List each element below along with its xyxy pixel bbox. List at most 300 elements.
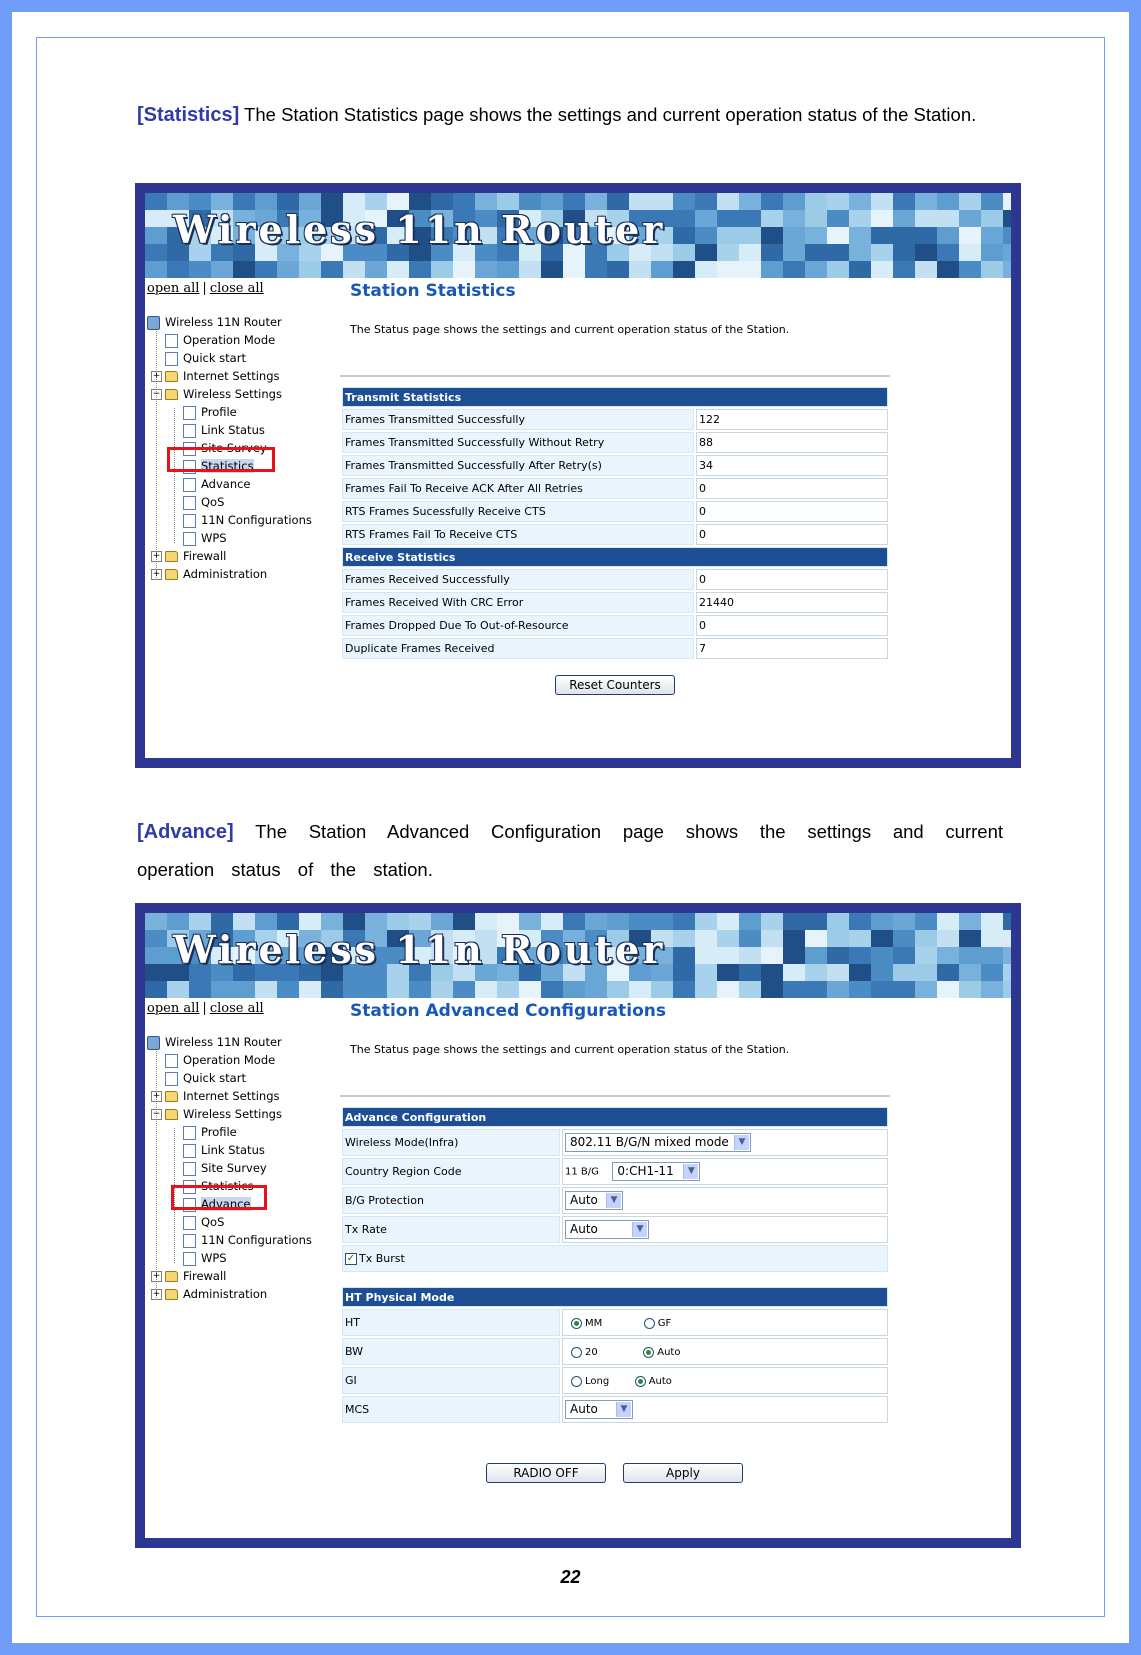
- page-icon: [183, 1144, 196, 1158]
- mosaic-tile: [651, 261, 673, 278]
- mosaic-tile: [915, 244, 937, 261]
- mosaic-tile: [541, 981, 563, 998]
- expand-icon[interactable]: +: [152, 551, 161, 561]
- tree-item-administration[interactable]: + Administration: [152, 1287, 268, 1301]
- tree-item-quick-start[interactable]: Quick start: [165, 1069, 246, 1088]
- mosaic-tile: [189, 261, 211, 278]
- mosaic-tile: [673, 981, 695, 998]
- page-icon: [183, 1234, 196, 1248]
- transmit-stat-label: RTS Frames Sucessfully Receive CTS: [342, 501, 694, 522]
- mosaic-tile: [189, 981, 211, 998]
- mosaic-tile: [893, 261, 915, 278]
- mosaic-tile: [849, 913, 871, 930]
- mosaic-tile: [739, 193, 761, 210]
- mosaic-tile: [167, 981, 189, 998]
- page-title: Station Advanced Configurations: [350, 1001, 667, 1021]
- transmit-stat-row: [342, 432, 888, 453]
- mosaic-tile: [717, 930, 739, 947]
- transmit-stat-row: [342, 478, 888, 499]
- advance-text: The Station Advanced Configuration page shows the settings and current operation status of the station.: [137, 821, 1003, 880]
- mosaic-tile: [321, 981, 343, 998]
- mosaic-tile: [959, 930, 981, 947]
- mosaic-tile: [673, 227, 695, 244]
- tree-item-wps[interactable]: WPS: [183, 529, 227, 548]
- mosaic-tile: [167, 261, 189, 278]
- ht-mm-radio[interactable]: [571, 1318, 582, 1329]
- mosaic-tile: [915, 193, 937, 210]
- mosaic-tile: [849, 930, 871, 947]
- page-icon: [183, 1216, 196, 1230]
- mosaic-tile: [1003, 913, 1011, 930]
- close-all-link[interactable]: close all: [209, 281, 264, 296]
- mosaic-tile: [695, 964, 717, 981]
- transmit-stat-value: 122: [696, 409, 888, 430]
- mosaic-tile: [277, 981, 299, 998]
- wireless-mode-select[interactable]: 802.11 B/G/N mixed mode ▼: [565, 1133, 751, 1152]
- page-icon: [183, 1252, 196, 1266]
- mosaic-tile: [827, 930, 849, 947]
- mosaic-tile: [519, 261, 541, 278]
- page-icon: [165, 334, 178, 348]
- tree-item-operation-mode[interactable]: Operation Mode: [165, 1051, 275, 1070]
- mosaic-tile: [871, 193, 893, 210]
- tree-item-11n-configurations[interactable]: 11N Configurations: [183, 1231, 312, 1250]
- tree-item-operation-mode[interactable]: Operation Mode: [165, 331, 275, 350]
- open-all-link[interactable]: open all: [147, 1001, 200, 1016]
- mosaic-tile: [805, 193, 827, 210]
- page-description: The Status page shows the settings and current operation status of the Station.: [350, 323, 790, 336]
- page-icon: [183, 406, 196, 420]
- transmit-stat-value: 0: [696, 478, 888, 499]
- mosaic-tile: [387, 261, 409, 278]
- mosaic-tile: [893, 210, 915, 227]
- mosaic-tile: [673, 930, 695, 947]
- mosaic-tile: [739, 913, 761, 930]
- mosaic-tile: [739, 947, 761, 964]
- open-folder-icon: [165, 1109, 178, 1120]
- apply-button[interactable]: Apply: [623, 1463, 743, 1483]
- receive-stat-label: Frames Dropped Due To Out-of-Resource: [342, 615, 694, 636]
- mosaic-tile: [827, 947, 849, 964]
- receive-stat-value: 0: [696, 615, 888, 636]
- mosaic-tile: [717, 227, 739, 244]
- mosaic-tile: [145, 210, 167, 227]
- mosaic-tile: [827, 193, 849, 210]
- mosaic-tile: [1003, 193, 1011, 210]
- mosaic-tile: [673, 947, 695, 964]
- mosaic-tile: [805, 930, 827, 947]
- mosaic-tile: [145, 930, 167, 947]
- folder-icon: [165, 1289, 178, 1300]
- mosaic-tile: [739, 261, 761, 278]
- mosaic-tile: [497, 981, 519, 998]
- mosaic-tile: [607, 981, 629, 998]
- router-icon: [147, 316, 160, 330]
- mosaic-tile: [937, 193, 959, 210]
- mosaic-tile: [475, 981, 497, 998]
- mosaic-tile: [695, 244, 717, 261]
- tree-item-site-survey[interactable]: Site Survey: [183, 1159, 267, 1178]
- gi-long-radio[interactable]: [571, 1376, 582, 1387]
- tree-item-profile[interactable]: Profile: [183, 1123, 237, 1142]
- mosaic-tile: [1003, 244, 1011, 261]
- bg-protection-label: B/G Protection: [342, 1187, 560, 1214]
- transmit-stat-row: [342, 455, 888, 476]
- mosaic-tile: [541, 261, 563, 278]
- mosaic-tile: [629, 261, 651, 278]
- folder-icon: [165, 1271, 178, 1282]
- mosaic-tile: [695, 210, 717, 227]
- mosaic-tile: [937, 947, 959, 964]
- tree-item-wireless-settings[interactable]: − Wireless Settings: [152, 1107, 282, 1121]
- country-band-label: 11 B/G: [565, 1166, 599, 1178]
- mosaic-tile: [695, 913, 717, 930]
- receive-statistics-header: Receive Statistics: [342, 547, 888, 567]
- mosaic-tile: [431, 261, 453, 278]
- expand-icon[interactable]: +: [152, 1289, 161, 1299]
- mosaic-tile: [849, 227, 871, 244]
- tree-item-internet-settings[interactable]: + Internet Settings: [152, 369, 280, 383]
- mosaic-tile: [981, 981, 1003, 998]
- router-icon: [147, 1036, 160, 1050]
- tree-item-statistics[interactable]: Statistics: [183, 457, 254, 476]
- wireless-mode-label: Wireless Mode(Infra): [342, 1129, 560, 1156]
- tx-rate-select[interactable]: Auto ▼: [565, 1220, 649, 1239]
- mosaic-tile: [981, 210, 1003, 227]
- mosaic-tile: [871, 244, 893, 261]
- receive-stat-row: [342, 615, 888, 636]
- tree-item-wireless-settings[interactable]: − Wireless Settings: [152, 387, 282, 401]
- tree-item-profile[interactable]: Profile: [183, 403, 237, 422]
- country-region-cell: [562, 1158, 888, 1185]
- page-number: 22: [560, 1567, 581, 1587]
- mosaic-tile: [673, 210, 695, 227]
- bw-20-radio[interactable]: [571, 1347, 582, 1358]
- mosaic-tile: [673, 244, 695, 261]
- mosaic-tile: [783, 930, 805, 947]
- transmit-stat-value: 34: [696, 455, 888, 476]
- mosaic-tile: [145, 947, 167, 964]
- radio-off-button[interactable]: RADIO OFF: [486, 1463, 606, 1483]
- bw-cell: 20 Auto: [562, 1338, 888, 1365]
- mosaic-tile: [893, 964, 915, 981]
- expand-icon[interactable]: +: [152, 1091, 161, 1101]
- mosaic-tile: [981, 964, 1003, 981]
- mosaic-tile: [233, 981, 255, 998]
- mosaic-tile: [849, 947, 871, 964]
- mosaic-tile: [673, 913, 695, 930]
- banner-title: Wireless 11n Router: [173, 927, 666, 972]
- mosaic-tile: [893, 981, 915, 998]
- advance-tag: [Advance]: [137, 821, 234, 843]
- mosaic-tile: [475, 261, 497, 278]
- mosaic-tile: [827, 981, 849, 998]
- tx-burst-checkbox[interactable]: ✓: [346, 1253, 356, 1264]
- mosaic-tile: [607, 261, 629, 278]
- mosaic-tile: [805, 261, 827, 278]
- mosaic-tile: [761, 210, 783, 227]
- transmit-statistics-header: Transmit Statistics: [342, 387, 888, 407]
- mosaic-tile: [783, 913, 805, 930]
- mosaic-tile: [937, 981, 959, 998]
- mosaic-tile: [761, 913, 783, 930]
- statistics-text: The Station Statistics page shows the settings and current operation status of the Station.: [239, 104, 977, 125]
- expand-icon[interactable]: +: [152, 569, 161, 579]
- mosaic-tile: [959, 913, 981, 930]
- tree-item-administration[interactable]: + Administration: [152, 567, 268, 581]
- mosaic-tile: [585, 261, 607, 278]
- mosaic-tile: [981, 193, 1003, 210]
- receive-stat-label: Frames Received Successfully: [342, 569, 694, 590]
- transmit-stat-value: 88: [696, 432, 888, 453]
- advance-screenshot: [135, 903, 1021, 1548]
- mosaic-tile: [893, 244, 915, 261]
- tx-rate-label: Tx Rate: [342, 1216, 560, 1243]
- mosaic-tile: [783, 261, 805, 278]
- mosaic-tile: [145, 261, 167, 278]
- collapse-icon[interactable]: −: [152, 1109, 161, 1119]
- page-icon: [183, 1126, 196, 1140]
- mosaic-tile: [893, 227, 915, 244]
- expand-icon[interactable]: +: [152, 1271, 161, 1281]
- mosaic-tile: [1003, 981, 1011, 998]
- banner: [145, 913, 1011, 998]
- gi-auto-radio[interactable]: [635, 1376, 646, 1387]
- link-separator: |: [202, 281, 207, 296]
- mosaic-tile: [959, 227, 981, 244]
- mosaic-tile: [981, 930, 1003, 947]
- ht-gf-radio[interactable]: [644, 1318, 655, 1329]
- tree-item-11n-configurations[interactable]: 11N Configurations: [183, 511, 312, 530]
- receive-stat-row: [342, 638, 888, 659]
- mosaic-tile: [1003, 947, 1011, 964]
- mosaic-tile: [761, 930, 783, 947]
- statistics-paragraph: [137, 96, 1003, 134]
- advance-highlight-box: [171, 1185, 267, 1210]
- statistics-screenshot: [135, 183, 1021, 768]
- tx-burst-label: Tx Burst: [359, 1252, 405, 1265]
- tree-item-quick-start[interactable]: Quick start: [165, 349, 246, 368]
- mosaic-tile: [783, 244, 805, 261]
- mosaic-tile: [145, 981, 167, 998]
- close-all-link[interactable]: close all: [209, 1001, 264, 1016]
- mosaic-tile: [761, 981, 783, 998]
- tree-line: [156, 328, 157, 578]
- mosaic-tile: [805, 981, 827, 998]
- mosaic-tile: [695, 193, 717, 210]
- tree-item-internet-settings[interactable]: + Internet Settings: [152, 1089, 280, 1103]
- mosaic-tile: [849, 261, 871, 278]
- mosaic-tile: [695, 981, 717, 998]
- mosaic-tile: [937, 227, 959, 244]
- mosaic-tile: [211, 261, 233, 278]
- receive-stat-value: 21440: [696, 592, 888, 613]
- tree-item-site-survey[interactable]: Site Survey: [183, 439, 267, 458]
- mosaic-tile: [717, 193, 739, 210]
- receive-stat-row: [342, 592, 888, 613]
- link-separator: |: [202, 1001, 207, 1016]
- mosaic-tile: [915, 981, 937, 998]
- bw-auto-radio[interactable]: [643, 1347, 654, 1358]
- page-icon: [183, 478, 196, 492]
- mosaic-tile: [343, 261, 365, 278]
- transmit-stat-label: RTS Frames Fail To Receive CTS: [342, 524, 694, 545]
- tree-item-root[interactable]: Wireless 11N Router: [147, 1033, 282, 1052]
- mosaic-tile: [937, 964, 959, 981]
- mosaic-tile: [915, 947, 937, 964]
- mcs-label: MCS: [342, 1396, 560, 1423]
- mosaic-tile: [827, 964, 849, 981]
- mosaic-tile: [981, 227, 1003, 244]
- mosaic-tile: [717, 244, 739, 261]
- mosaic-tile: [739, 930, 761, 947]
- mosaic-tile: [453, 981, 475, 998]
- mcs-cell: [562, 1396, 888, 1423]
- mosaic-tile: [145, 913, 167, 930]
- mosaic-tile: [563, 261, 585, 278]
- mosaic-tile: [849, 981, 871, 998]
- mosaic-tile: [783, 227, 805, 244]
- mosaic-tile: [937, 244, 959, 261]
- mosaic-tile: [343, 981, 365, 998]
- tree-item-link-status[interactable]: Link Status: [183, 421, 265, 440]
- mosaic-tile: [915, 930, 937, 947]
- tree-line: [156, 1048, 157, 1298]
- tree-item-advance[interactable]: Advance: [183, 475, 251, 494]
- mosaic-tile: [277, 261, 299, 278]
- transmit-stat-value: 0: [696, 501, 888, 522]
- transmit-stat-row: [342, 524, 888, 545]
- statistics-table: [340, 385, 890, 661]
- tree-links: [147, 281, 264, 296]
- mosaic-tile: [1003, 227, 1011, 244]
- tree-item-link-status[interactable]: Link Status: [183, 1141, 265, 1160]
- transmit-stat-value: 0: [696, 524, 888, 545]
- mosaic-tile: [959, 193, 981, 210]
- bw-label: BW: [342, 1338, 560, 1365]
- chevron-down-icon: ▼: [632, 1222, 647, 1237]
- bg-protection-cell: [562, 1187, 888, 1214]
- ht-physical-mode-table: [340, 1285, 890, 1425]
- mosaic-tile: [959, 244, 981, 261]
- mosaic-tile: [805, 964, 827, 981]
- transmit-stat-label: Frames Transmitted Successfully After Retry(s): [342, 455, 694, 476]
- mosaic-tile: [981, 261, 1003, 278]
- mosaic-tile: [849, 210, 871, 227]
- page-title: Station Statistics: [350, 281, 516, 301]
- bg-protection-select[interactable]: Auto ▼: [565, 1191, 623, 1210]
- mosaic-tile: [1003, 930, 1011, 947]
- mosaic-tile: [783, 193, 805, 210]
- transmit-stat-label: Frames Transmitted Successfully: [342, 409, 694, 430]
- statistics-highlight-box: [167, 447, 275, 472]
- page-icon: [183, 514, 196, 528]
- mosaic-tile: [915, 210, 937, 227]
- mosaic-tile: [827, 244, 849, 261]
- receive-stat-value: 7: [696, 638, 888, 659]
- mosaic-tile: [805, 227, 827, 244]
- chevron-down-icon: ▼: [734, 1135, 749, 1150]
- mosaic-tile: [739, 981, 761, 998]
- mosaic-tile: [959, 261, 981, 278]
- mosaic-tile: [739, 244, 761, 261]
- advance-config-header: Advance Configuration: [342, 1107, 888, 1127]
- expand-icon[interactable]: +: [152, 371, 161, 381]
- mosaic-tile: [849, 244, 871, 261]
- receive-stat-value: 0: [696, 569, 888, 590]
- mosaic-tile: [761, 947, 783, 964]
- chevron-down-icon: ▼: [616, 1402, 631, 1417]
- page-icon: [183, 424, 196, 438]
- country-region-select[interactable]: 0:CH1-11 ▼: [612, 1162, 700, 1181]
- mosaic-tile: [871, 964, 893, 981]
- tree-item-firewall[interactable]: + Firewall: [152, 1269, 227, 1283]
- wireless-mode-cell: [562, 1129, 888, 1156]
- page-icon: [165, 352, 178, 366]
- mosaic-tile: [783, 947, 805, 964]
- mosaic-tile: [673, 193, 695, 210]
- open-folder-icon: [165, 389, 178, 400]
- mosaic-tile: [871, 930, 893, 947]
- statistics-tag: [Statistics]: [137, 104, 240, 126]
- mosaic-tile: [827, 913, 849, 930]
- mosaic-tile: [431, 981, 453, 998]
- mosaic-tile: [981, 913, 1003, 930]
- tree-item-firewall[interactable]: + Firewall: [152, 549, 227, 563]
- mosaic-tile: [739, 210, 761, 227]
- mosaic-tile: [937, 930, 959, 947]
- tree-item-advance[interactable]: Advance: [183, 1195, 251, 1214]
- mosaic-tile: [871, 981, 893, 998]
- collapse-icon[interactable]: −: [152, 389, 161, 399]
- mosaic-tile: [717, 981, 739, 998]
- mosaic-tile: [453, 261, 475, 278]
- mosaic-tile: [805, 244, 827, 261]
- open-all-link[interactable]: open all: [147, 281, 200, 296]
- tree-item-qos[interactable]: QoS: [183, 1213, 224, 1232]
- page-icon: [183, 1162, 196, 1176]
- mosaic-tile: [849, 964, 871, 981]
- reset-counters-button[interactable]: Reset Counters: [555, 675, 675, 695]
- mosaic-tile: [937, 913, 959, 930]
- mosaic-tile: [211, 981, 233, 998]
- mosaic-tile: [409, 261, 431, 278]
- gi-label: GI: [342, 1367, 560, 1394]
- mosaic-tile: [937, 210, 959, 227]
- chevron-down-icon: ▼: [683, 1164, 698, 1179]
- mosaic-tile: [145, 193, 167, 210]
- page-icon: [183, 532, 196, 546]
- mosaic-tile: [893, 913, 915, 930]
- mosaic-tile: [805, 210, 827, 227]
- mosaic-tile: [695, 261, 717, 278]
- mosaic-tile: [893, 930, 915, 947]
- tree-item-wps[interactable]: WPS: [183, 1249, 227, 1268]
- mosaic-tile: [145, 964, 167, 981]
- tree-item-statistics[interactable]: Statistics: [183, 1177, 254, 1196]
- tree-item-qos[interactable]: QoS: [183, 493, 224, 512]
- mosaic-tile: [145, 244, 167, 261]
- mosaic-tile: [761, 261, 783, 278]
- mosaic-tile: [739, 964, 761, 981]
- mosaic-tile: [827, 227, 849, 244]
- mosaic-tile: [1003, 964, 1011, 981]
- mosaic-tile: [233, 261, 255, 278]
- receive-stat-label: Duplicate Frames Received: [342, 638, 694, 659]
- mcs-select[interactable]: Auto ▼: [565, 1400, 633, 1419]
- mosaic-tile: [585, 981, 607, 998]
- tree-item-root[interactable]: Wireless 11N Router: [147, 313, 282, 332]
